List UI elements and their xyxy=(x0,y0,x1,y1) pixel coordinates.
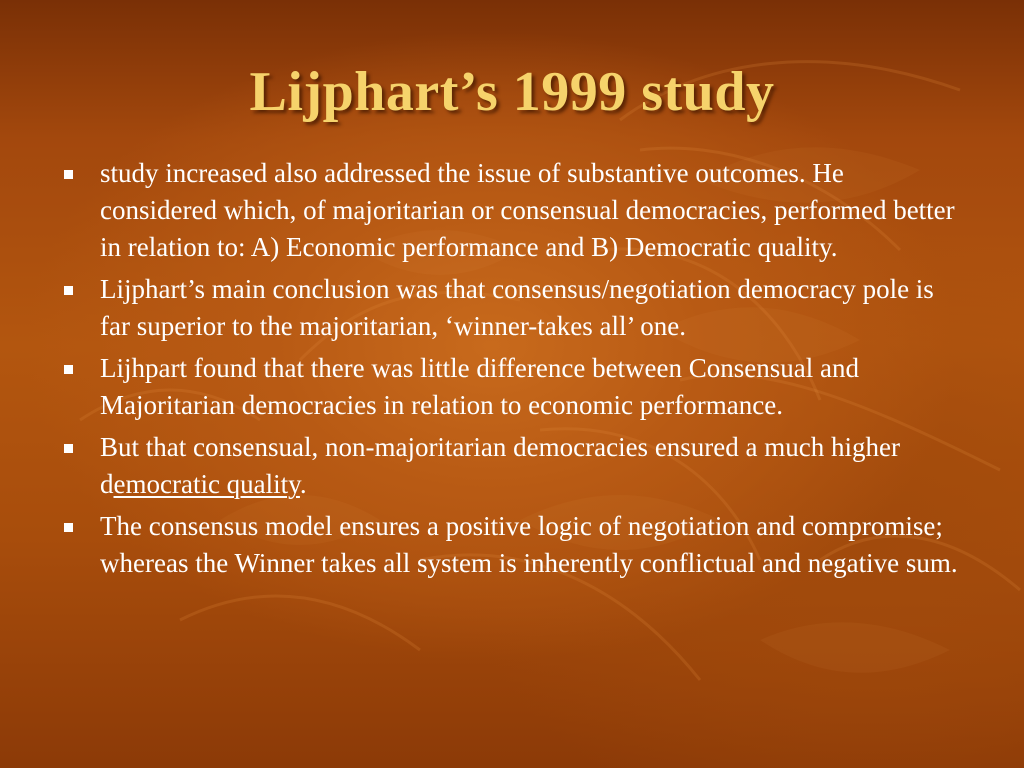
bullet-text: Lijphart’s main conclusion was that consensus/negotiation democracy pole is far superior to the majoritarian, ‘winner-takes all’ one. xyxy=(100,274,934,341)
square-bullet-icon xyxy=(64,170,73,179)
bullet-item xyxy=(60,271,965,345)
square-bullet-icon xyxy=(64,365,73,374)
square-bullet-icon xyxy=(64,523,73,532)
square-bullet-icon xyxy=(64,286,73,295)
bullet-item xyxy=(60,350,965,424)
square-bullet-icon xyxy=(64,444,73,453)
bullet-text: The consensus model ensures a positive logic of negotiation and compromise; whereas the Winner takes all system is inherently conflictual and negative sum. xyxy=(100,511,958,578)
democratic-quality-underlined-text: emocratic quality xyxy=(113,469,300,499)
slide-title: Lijphart’s 1999 study xyxy=(249,61,775,123)
bullet-item xyxy=(60,429,965,503)
bullet-text-before: But that consensual, non-majoritarian democracies ensured a much higher d xyxy=(100,432,900,499)
bullet-text xyxy=(100,432,900,499)
bullet-text-after: . xyxy=(299,469,307,499)
bullet-item xyxy=(60,508,965,582)
bullet-text: Lijhpart found that there was little difference between Consensual and Majoritarian democracies in relation to economic performance. xyxy=(100,353,859,420)
bullet-list xyxy=(60,155,965,587)
bullet-text: study increased also addressed the issue of substantive outcomes. He considered which, of majoritarian or consensual democracies, performed better in relation to: A) Economic performance and B) Democratic quality. xyxy=(100,158,955,262)
bullet-item xyxy=(60,155,965,266)
